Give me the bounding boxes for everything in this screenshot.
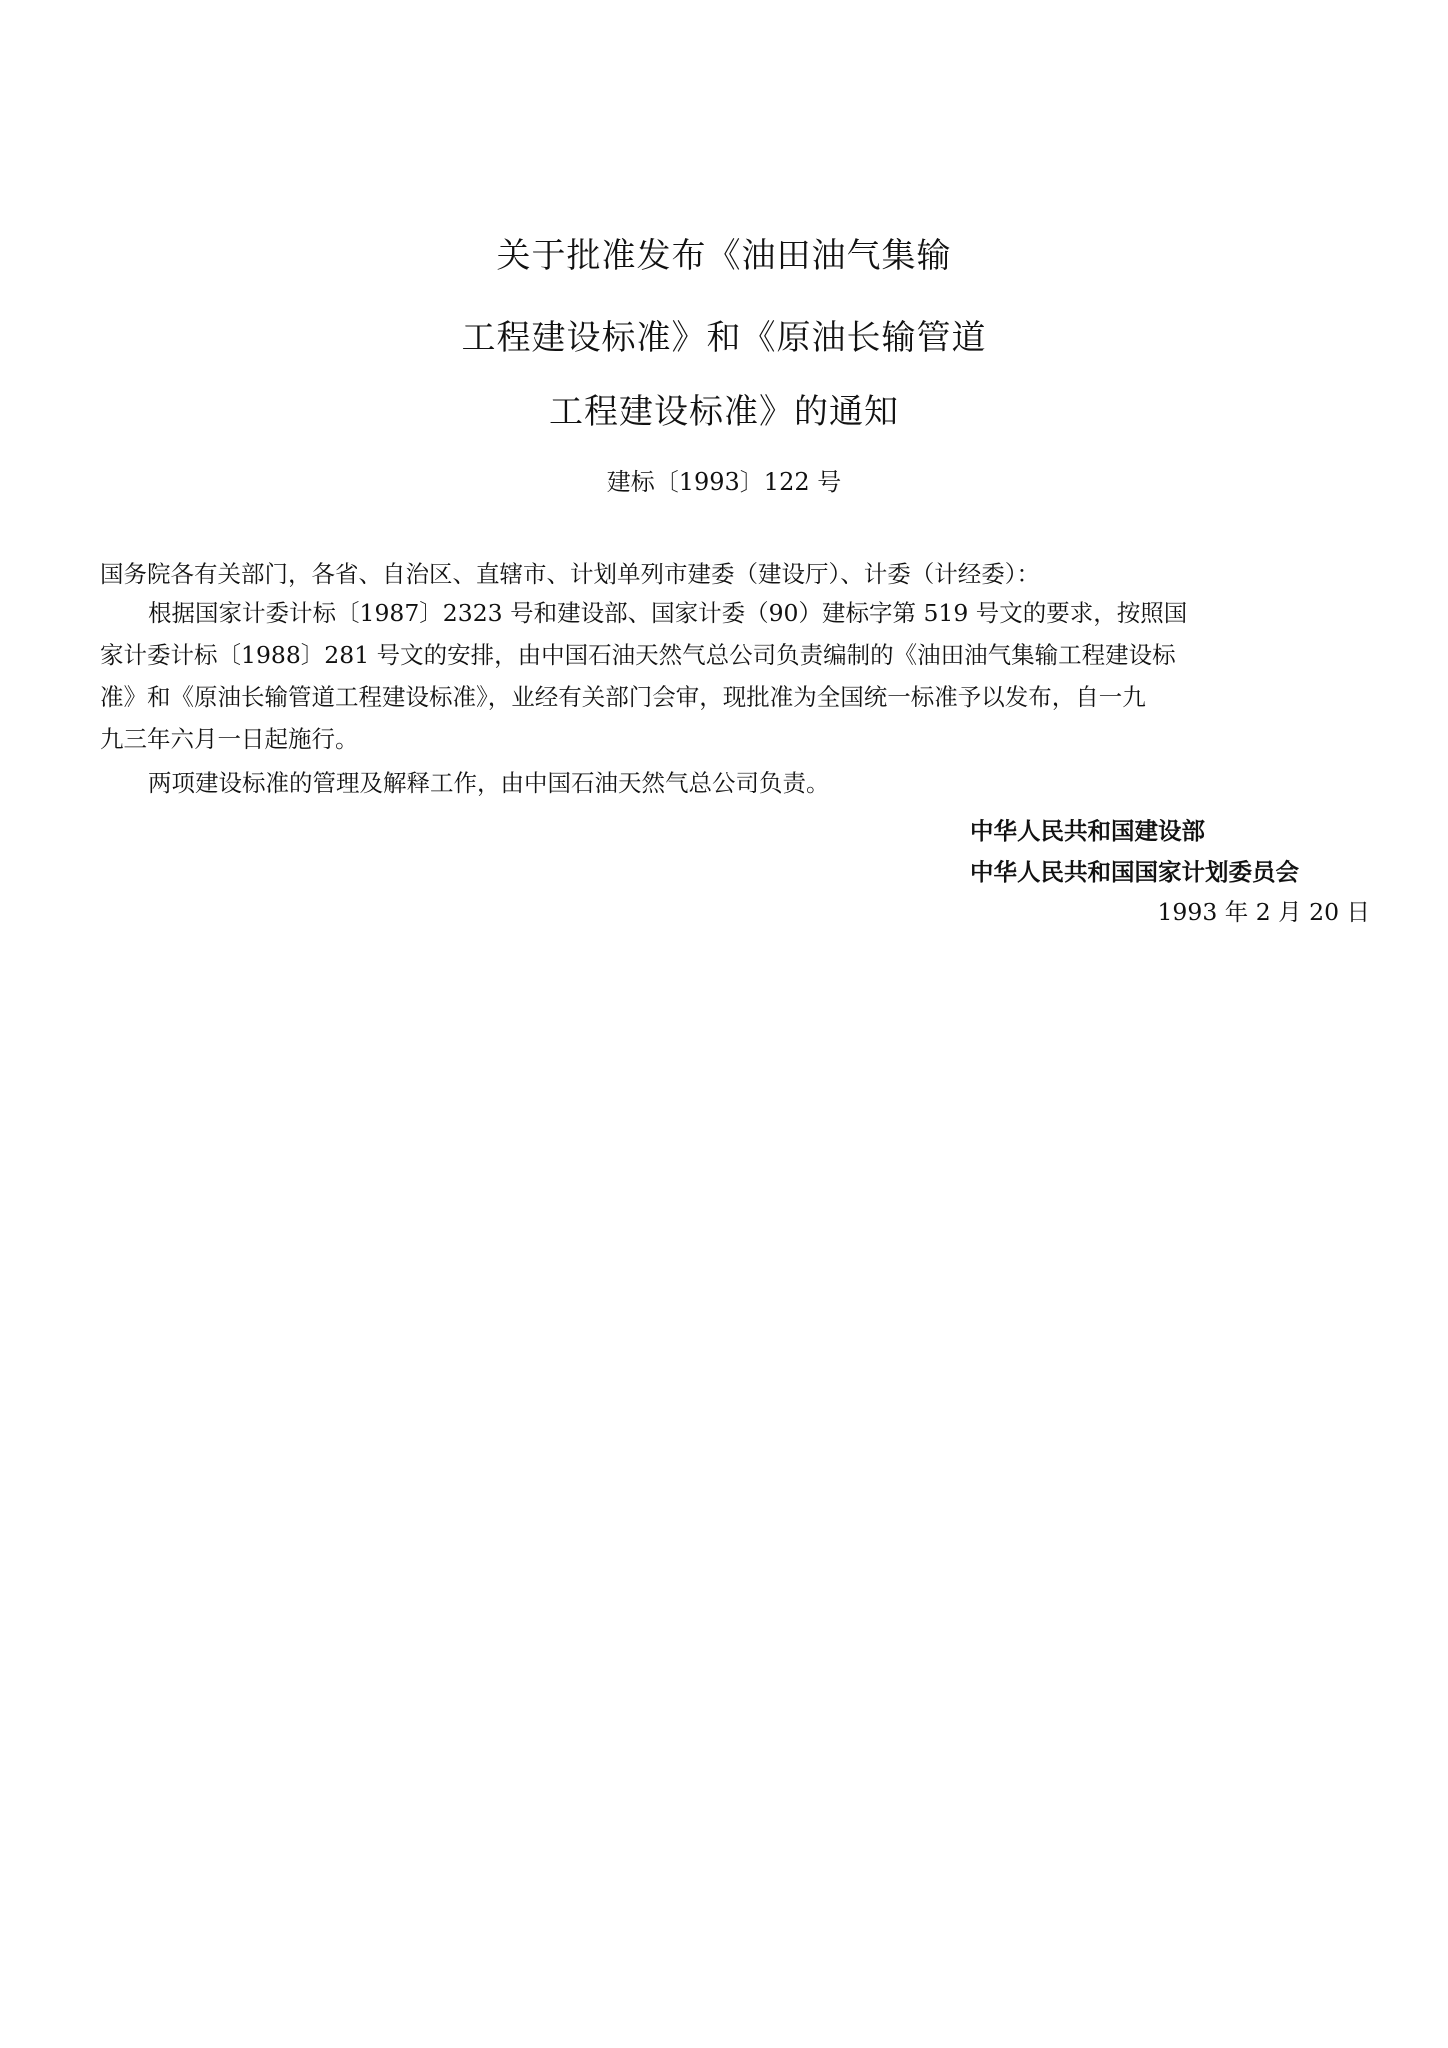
paragraph-2: 两项建设标准的管理及解释工作，由中国石油天然气总公司负责。 bbox=[148, 769, 830, 797]
notice-title-line-1: 关于批准发布《油田油气集输 bbox=[496, 236, 952, 276]
paragraph-1-line-1: 根据国家计委计标〔1987〕2323 号和建设部、国家计委（90）建标字第 519 号文的要求，按照国 bbox=[148, 599, 1188, 627]
notice-title-line-3: 工程建设标准》的通知 bbox=[549, 392, 899, 432]
addressee-line: 国务院各有关部门，各省、自治区、直辖市、计划单列市建委（建设厅）、计委（计经委）： bbox=[100, 560, 1040, 588]
notice-title-line-2: 工程建设标准》和《原油长输管道 bbox=[461, 318, 987, 358]
issue-date: 1993 年 2 月 20 日 bbox=[1157, 898, 1370, 926]
document-number: 建标〔1993〕122 号 bbox=[606, 468, 842, 496]
signatory-ministry-of-construction: 中华人民共和国建设部 bbox=[970, 817, 1205, 845]
paragraph-1-line-4: 九三年六月一日起施行。 bbox=[100, 725, 359, 753]
paragraph-1-line-2: 家计委计标〔1988〕281 号文的安排，由中国石油天然气总公司负责编制的《油田油气集输工程建设标 bbox=[100, 641, 1176, 669]
paragraph-1-line-3: 准》和《原油长输管道工程建设标准》，业经有关部门会审，现批准为全国统一标准予以发布，自一九 bbox=[100, 683, 1146, 711]
signatory-state-planning-commission: 中华人民共和国国家计划委员会 bbox=[970, 858, 1299, 886]
